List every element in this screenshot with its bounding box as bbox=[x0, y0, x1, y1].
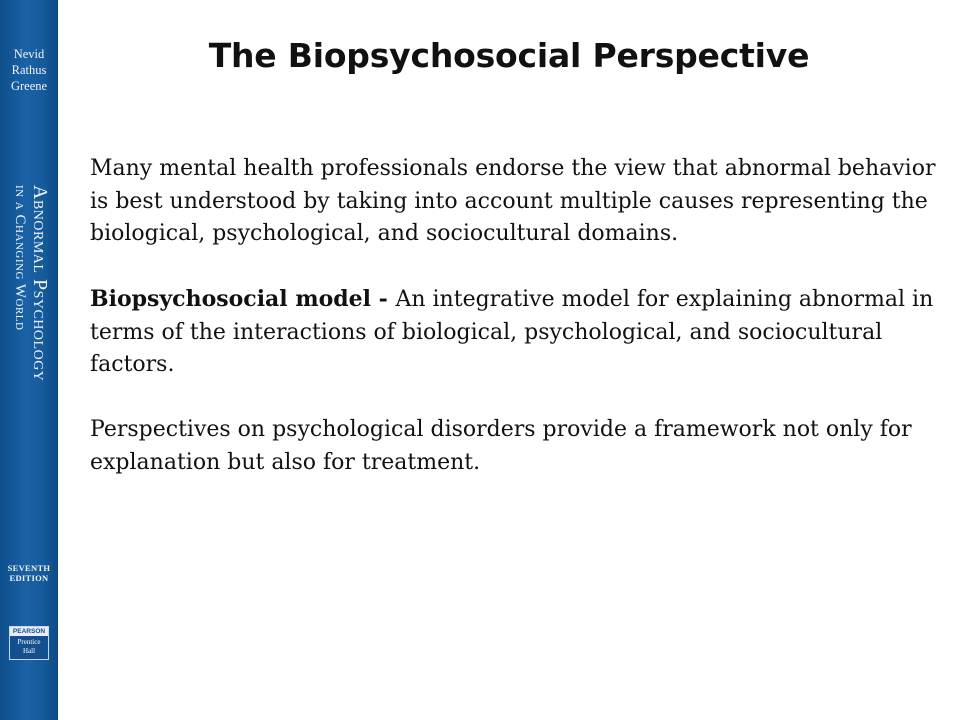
paragraph-text: Perspectives on psychological disorders provide a framework not only for explanation but also for treatment. bbox=[90, 417, 912, 475]
body-paragraph bbox=[90, 414, 940, 479]
book-subtitle-line: in a Changing World bbox=[12, 185, 28, 331]
author-names bbox=[0, 46, 58, 94]
edition-word: EDITION bbox=[9, 573, 49, 583]
publisher-imprint-line: Prentice bbox=[17, 638, 41, 646]
edition-label bbox=[0, 563, 58, 583]
author-name: Greene bbox=[10, 79, 48, 93]
body-paragraph bbox=[90, 153, 940, 251]
definition-term: Biopsychosocial model - bbox=[90, 286, 396, 312]
publisher-imprint-line: Hall bbox=[22, 647, 36, 655]
publisher-logo bbox=[9, 626, 49, 660]
author-name: Rathus bbox=[11, 63, 47, 77]
slide-body bbox=[90, 153, 940, 512]
slide-title: The Biopsychosocial Perspective bbox=[208, 36, 810, 75]
book-cover-spine bbox=[0, 0, 58, 720]
paragraph-text: Many mental health professionals endorse the view that abnormal behavior is best understood by taking into account multiple causes representing the biological, psychological, and sociocultural domains. bbox=[90, 156, 936, 246]
author-name: Nevid bbox=[13, 47, 45, 61]
book-title-line: Abnormal Psychology bbox=[29, 185, 51, 382]
body-paragraph bbox=[90, 283, 940, 382]
edition-number: SEVENTH bbox=[7, 563, 51, 573]
book-title bbox=[10, 185, 50, 505]
definition-text: An integrative model for explaining abnormal in terms of the interactions of biological, psychological, and sociocultural factors. bbox=[90, 287, 934, 377]
publisher-name: PEARSON bbox=[10, 627, 48, 636]
publisher-imprint bbox=[10, 636, 48, 656]
